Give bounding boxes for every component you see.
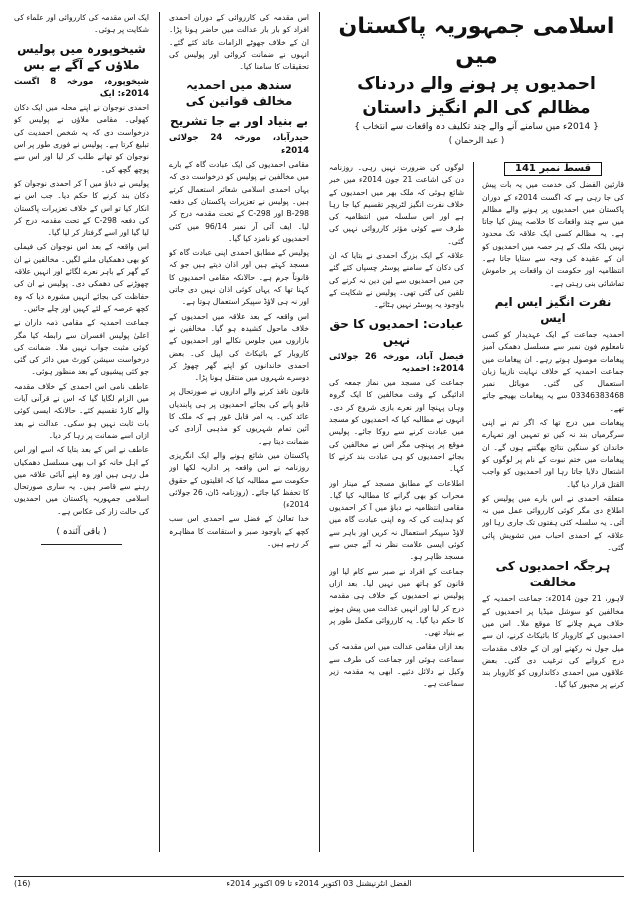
- paragraph: جماعت احمدیہ کے مقامی ذمہ داران نے اعلیٰ پولیس افسران سے رابطہ کیا مگر کوئی مثبت جواب نہیں ملا۔ ضمانت کی درخواست سیشن کورٹ میں دائر کی گئی جو کئی پیشیوں کے بعد منظور ہوئی۔: [14, 318, 149, 377]
- section-heading: نفرت انگیز ایس ایم ایس: [494, 294, 612, 325]
- paragraph: قارئین الفضل کی خدمت میں یہ بات پیش کی جا رہی ہے کہ اگست 2014ء کے دوران پاکستان میں احمدیوں پر ہونے والے مظالم میں سے چند واقعات کا خلاصہ پیش کیا جاتا ہے۔ یہ مظالم کسی ایک علاقہ تک محدود نہیں بلکہ ملک کے ہر حصہ میں احمدیوں کو ان کے عقیدہ کی وجہ سے ستایا جاتا ہے۔ انتظامیہ اور حکومت ان واقعات پر خاموش تماشائی بنی رہتی ہے۔: [482, 180, 624, 288]
- paragraph: لوگوں کی ضرورت نہیں رہی۔ روزنامہ دن کی اشاعت 21 جون 2014ء میں خبر شائع ہوئی کہ ملک بھر میں احمدیوں کے خلاف نفرت انگیز لٹریچر تقسیم کیا جا رہا ہے اور اس سلسلہ میں انتظامیہ کی طرف سے کوئی مؤثر کارروائی نہیں کی گئی۔: [329, 163, 464, 246]
- paragraph: علاقہ کے ایک بزرگ احمدی نے بتایا کہ ان کی دکان کے سامنے پوسٹر چسپاں کئے گئے جن میں احمدیوں سے لین دین نہ کرنے کی تلقین کی گئی تھی۔ پولیس نے شکایت کے باوجود یہ پوسٹر نہیں ہٹائے۔: [329, 251, 464, 310]
- banner-title: اسلامی جمہوریہ پاکستان میں: [338, 14, 615, 69]
- section-heading: عبادت: احمدیوں کا حق نہیں: [329, 316, 464, 347]
- paragraph: اس واقعہ کے بعد علاقہ میں احمدیوں کے خلاف ماحول کشیدہ ہو گیا۔ مخالفین نے بازاروں میں جلوس نکالے اور احمدیوں کے کاروبار کے بائیکاٹ کی اپیل کی۔ بعض احمدی خاندانوں کو اپنے گھر چھوڑ کر دوسرے شہروں میں منتقل ہونا پڑا۔: [169, 311, 309, 383]
- column-rule: [159, 12, 160, 852]
- paragraph: بعد ازاں مقامی عدالت میں اس مقدمہ کی سماعت ہوئی اور جماعت کی طرف سے وکیل نے دلائل دئیے۔ ابھی یہ مقدمہ زیر سماعت ہے۔: [329, 642, 464, 689]
- banner-range: { 2014ء میں سامنے آنے والے چند تکلیف دہ واقعات سے انتخاب }: [354, 122, 599, 132]
- paragraph: لاہور، 21 جون 2014ء: جماعت احمدیہ کے مخالفین کو سوشل میڈیا پر احمدیوں کے خلاف مہم چلانے کا موقع ملا۔ اس میں احمدیوں کے کاروبار کا بائیکاٹ کرنے، ان سے میل جول نہ رکھنے اور ان کے خلاف مقدمات درج کروانے کی ترغیب دی گئی۔ بعض علاقوں میں احمدی دکانداروں کو کاروبار بند کرنے پر مجبور کیا گیا۔: [482, 594, 624, 690]
- column-4: [14, 12, 149, 852]
- paragraph: متعلقہ احمدی نے اس بارے میں پولیس کو اطلاع دی مگر کوئی کارروائی عمل میں نہ آئی۔ یہ سلسلہ کئی ہفتوں تک جاری رہا اور علاقہ کے احمدی احباب میں تشویش پائی گئی۔: [482, 493, 624, 553]
- paragraph: پاکستان میں شائع ہونے والے ایک انگریزی روزنامہ نے اس واقعہ پر اداریہ لکھا اور حکومت سے مطالبہ کیا کہ اقلیتوں کے حقوق کا تحفظ کیا جائے۔ (روزنامہ ڈان، 26 جولائی 2014ء): [169, 450, 309, 510]
- section-heading: سندھ میں احمدیہ مخالف قوانین کی: [185, 78, 293, 109]
- paragraph: اس واقعہ کے بعد اس نوجوان کی فیملی کو بھی دھمکیاں ملنے لگیں۔ مخالفین نے ان کے گھر کے باہر نعرے لگائے اور انہیں علاقہ چھوڑنے کی دھمکی دی۔ پولیس نے ان کی حفاظت کی بجائے انہیں مشورہ دیا کہ وہ کچھ عرصہ کے لئے کہیں اور چلے جائیں۔: [14, 242, 149, 313]
- page-number: (16): [14, 879, 31, 888]
- paragraph: قانون نافذ کرنے والے اداروں نے صورتحال پر قابو پانے کی بجائے احمدیوں پر ہی پابندیاں عائد کیں۔ یہ امر قابل غور ہے کہ ملک کا آئین تمام شہریوں کو مذہبی آزادی کی ضمانت دیتا ہے۔: [169, 387, 309, 446]
- column-1: [482, 162, 624, 852]
- column-rule: [319, 12, 320, 852]
- page-footer: [14, 876, 624, 891]
- banner-author: ( عبد الرحمان ): [448, 136, 505, 146]
- paragraph: جماعت کے افراد نے صبر سے کام لیا اور قانون کو ہاتھ میں نہیں لیا۔ بعد ازاں پولیس نے احمدیوں کے خلاف ہی مقدمہ درج کر لیا اور انہیں عدالت میں پیش ہونے کا حکم دیا گیا۔ یہ کارروائی مکمل طور پر بے بنیاد تھی۔: [329, 566, 464, 638]
- column-rule: [473, 162, 474, 852]
- footer-date: الفضل انٹرنیشنل 03 اکتوبر 2014ء تا 09 اکتوبر 2014ء: [226, 879, 412, 888]
- divider: [41, 544, 122, 545]
- banner: [329, 12, 624, 162]
- paragraph: ایک اس مقدمہ کی کارروائی اور علماء کی شکایت پر ہوئی۔: [14, 13, 149, 35]
- paragraph: اس مقدمہ کی کارروائی کے دوران احمدی افراد کو بار بار عدالت میں حاضر ہونا پڑا۔ ان کے خلاف جھوٹے الزامات عائد کئے گئے۔ انہوں نے ضمانت کروائی اور پولیس کی تحقیقات کا سامنا کیا۔: [169, 13, 309, 72]
- dateline: فیصل آباد، مورخہ 26 جولائی 2014ء: احمدیہ: [329, 351, 464, 374]
- continued-note: ( باقی آئندہ ): [56, 526, 107, 537]
- paragraph: عاطف نامی اس احمدی کے خلاف مقدمہ میں الزام لگایا گیا کہ اس نے قرآنی آیات والے کارڈ تقسیم کئے۔ حالانکہ ایسی کوئی بات ثابت نہیں ہو سکی۔ عدالت نے بعد ازاں اسے ضمانت پر رہا کر دیا۔: [14, 381, 149, 440]
- paragraph: پولیس کے مطابق احمدی اپنی عبادت گاہ کو مسجد کہتے ہیں اور اذان دیتے ہیں جو کہ قانوناً جرم ہے۔ حالانکہ مقامی احمدیوں کا کہنا تھا کہ یہاں کوئی اذان نہیں دی جاتی اور نہ ہی لاؤڈ سپیکر استعمال ہوتا ہے۔: [169, 248, 309, 307]
- newspaper-page: [14, 12, 624, 872]
- section-heading: شیخوپورہ میں پولیس ملاؤں کے آگے بے بس: [17, 41, 146, 72]
- banner-subtitle: احمدیوں پر ہونے والے دردناک مظالم کی الم انگیز داستان: [357, 74, 596, 118]
- paragraph: جماعت کی مسجد میں نماز جمعہ کی ادائیگی کے وقت مخالفین کا ایک گروہ وہاں پہنچا اور نعرے بازی شروع کر دی۔ انہوں نے مطالبہ کیا کہ احمدیوں کو مسجد میں عبادت کرنے سے روکا جائے۔ پولیس موقع پر پہنچی مگر اس نے مخالفین کی بجائے احمدیوں کو ہی عبادت بند کرنے کا کہا۔: [329, 378, 464, 474]
- column-2: [329, 162, 464, 852]
- paragraph: خدا تعالیٰ کے فضل سے احمدی اس سب کچھ کے باوجود صبر و استقامت کا مظاہرہ کر رہے ہیں۔: [169, 514, 309, 548]
- dateline: حیدرآباد، مورخہ 24 جولائی 2014ء: [169, 133, 309, 156]
- paragraph: پیغامات میں درج تھا کہ اگر تم نے اپنی سرگرمیاں بند نہ کیں تو تمہیں اور تمہارے خاندان کو سنگین نتائج بھگتنے ہوں گے۔ ان پیغامات میں ختم نبوت کے نام پر لوگوں کو اشتعال دلایا جاتا رہا اور احمدیوں کو واجب القتل قرار دیا گیا۔: [482, 418, 624, 489]
- paragraph: احمدی نوجوان نے اپنے محلہ میں ایک دکان کھولی۔ مقامی ملاؤں نے پولیس کو درخواست دی کہ یہ شخص احمدیت کی تبلیغ کرتا ہے۔ پولیس نے فوری طور پر اس نوجوان کو تھانے طلب کر لیا اور اس سے پوچھ گچھ کی۔: [14, 103, 149, 174]
- section-heading-line2: بے بنیاد اور بے جا تشریح: [170, 114, 308, 129]
- paragraph: اطلاعات کے مطابق مسجد کے مینار اور محراب کو بھی گرانے کا مطالبہ کیا گیا۔ مقامی انتظامیہ نے دباؤ میں آ کر احمدیوں کو ہدایت کی کہ وہ اپنی عبادت گاہ میں لاؤڈ سپیکر استعمال نہ کریں اور باہر سے کوئی ایسی علامت نظر نہ آئے جس سے مسجد ظاہر ہو۔: [329, 478, 464, 562]
- dateline: شیخوپورہ، مورخہ 8 اگست 2014ء: ایک: [14, 76, 149, 99]
- column-3: [169, 12, 309, 852]
- section-heading: ہرجگہ احمدیوں کی مخالفت: [495, 559, 611, 590]
- paragraph: مقامی احمدیوں کی ایک عبادت گاہ کے بارے میں مخالفین نے پولیس کو درخواست دی کہ یہاں احمدی اسلامی شعائر استعمال کرتے ہیں۔ پولیس نے تعزیرات پاکستان کی دفعہ 298-B اور 298-C کے تحت مقدمہ درج کر لیا۔ ایف آئی آر نمبر 96/14 میں کئی احمدیوں کو نامزد کیا گیا۔: [169, 160, 309, 243]
- paragraph: عاطف نے اس کے بعد بتایا کہ اسے اور اس کے اہل خانہ کو اب بھی مسلسل دھمکیاں مل رہی ہیں اور وہ اپنے آبائی علاقہ میں رہنے سے قاصر ہیں۔ یہ ساری صورتحال اسلامی جمہوریہ پاکستان میں احمدیوں کی حالت زار کی عکاس ہے۔: [14, 445, 149, 516]
- installment-badge: قسط نمبر 141: [504, 162, 602, 176]
- paragraph: پولیس نے دباؤ میں آ کر احمدی نوجوان کو دکان بند کرنے کا حکم دیا۔ جب اس نے انکار کیا تو اس کے خلاف تعزیرات پاکستان کی دفعہ 298-C کے تحت مقدمہ درج کر لیا گیا اور اسے گرفتار کر لیا گیا۔: [14, 178, 149, 238]
- paragraph: احمدیہ جماعت کے ایک عہدیدار کو کسی نامعلوم فون نمبر سے مسلسل دھمکی آمیز پیغامات موصول ہوتے رہے۔ ان پیغامات میں جماعت احمدیہ کے خلاف نہایت نازیبا زبان استعمال کی گئی۔ موبائل نمبر 03346383468 سے یہ پیغامات بھیجے جاتے تھے۔: [482, 329, 624, 413]
